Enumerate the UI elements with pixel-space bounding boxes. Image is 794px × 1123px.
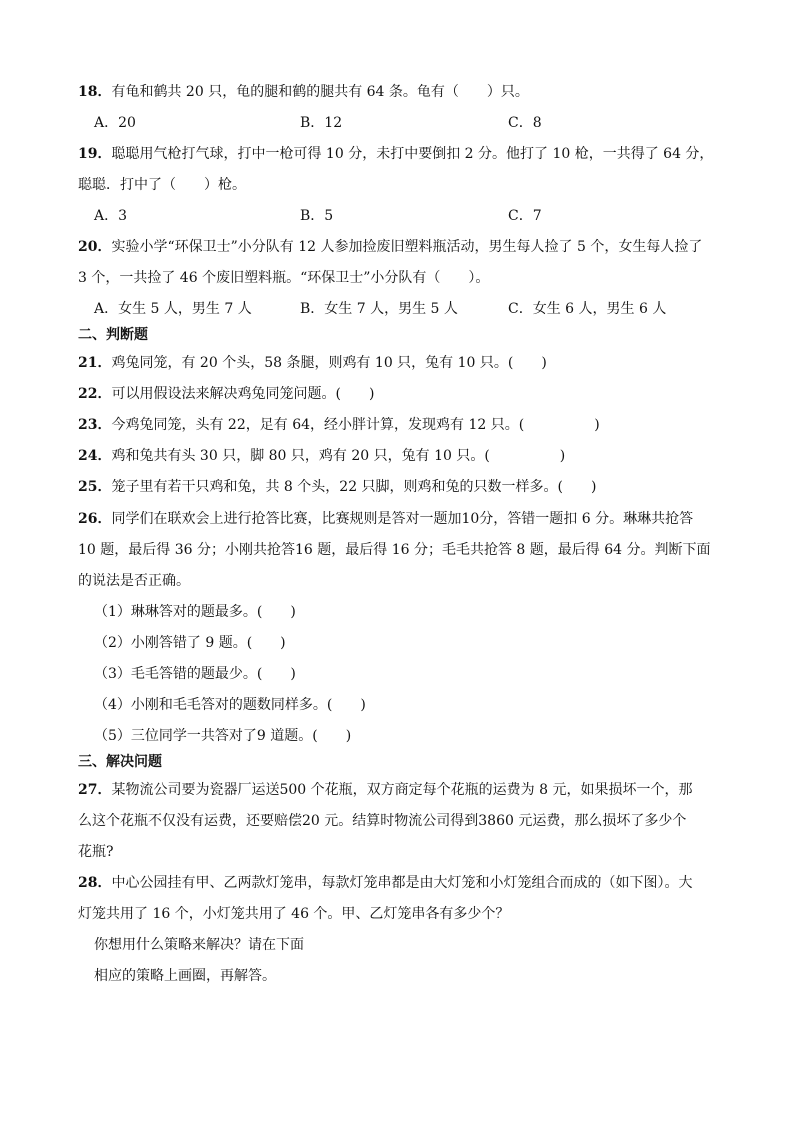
q19-option-c: C．7	[508, 208, 542, 224]
question-24	[78, 446, 728, 466]
question-19-cont: 聪聪．打中了（ ）枪。	[78, 177, 246, 193]
question-28-strategy-prompt: 你想用什么策略来解决？请在下面	[94, 937, 304, 953]
question-number: 18．	[78, 84, 112, 100]
question-27	[78, 780, 728, 800]
sub-question-2: （2）小刚答错了 9 题。( )	[94, 635, 286, 651]
question-22	[78, 384, 728, 404]
question-26	[78, 509, 728, 529]
sub-question-1: （1）琳琳答对的题最多。( )	[94, 604, 296, 620]
question-23	[78, 415, 728, 435]
question-27-cont: 么这个花瓶不仅没有运费，还要赔偿20 元。结算时物流公司得到3860 元运费，那么损坏了多少个	[78, 813, 687, 829]
question-text: 聪聪用气枪打气球，打中一枪可得 10 分，未打中要倒扣 2 分。他打了 10 枪，一共得了 64 分，	[111, 146, 714, 162]
question-number: 25．	[78, 479, 112, 495]
question-19	[78, 144, 728, 164]
question-text: 可以用假设法来解决鸡兔同笼问题。( )	[111, 386, 375, 402]
q18-option-a: A．20	[94, 115, 136, 131]
question-28-cont: 灯笼共用了 16 个，小灯笼共用了 46 个。甲、乙灯笼串各有多少个？	[78, 906, 510, 922]
sub-question-5: （5）三位同学一共答对了9 道题。( )	[94, 728, 352, 744]
question-number: 24．	[78, 448, 112, 464]
question-28	[78, 873, 728, 893]
question-21	[78, 353, 728, 373]
q20-option-b: B．女生 7 人，男生 5 人	[300, 301, 458, 317]
question-number: 23．	[78, 417, 112, 433]
question-text: 有龟和鹤共 20 只，龟的腿和鹤的腿共有 64 条。龟有（ ）只。	[111, 84, 529, 100]
q20-option-c: C．女生 6 人，男生 6 人	[508, 301, 667, 317]
section-title-judgement: 二、判断题	[78, 327, 148, 343]
question-text: 某物流公司要为瓷器厂运送500 个花瓶，双方商定每个花瓶的运费为 8 元，如果损坏一个，那	[111, 782, 693, 798]
question-number: 20．	[78, 239, 112, 255]
question-text: 中心公园挂有甲、乙两款灯笼串，每款灯笼串都是由大灯笼和小灯笼组合而成的（如下图）。大	[111, 875, 693, 891]
question-text: 实验小学“环保卫士”小分队有 12 人参加捡废旧塑料瓶活动，男生每人捡了 5 个，女生每人捡了	[111, 239, 703, 255]
q19-option-b: B．5	[300, 208, 334, 224]
question-text: 笼子里有若干只鸡和兔，共 8 个头，22 只脚，则鸡和兔的只数一样多。( )	[111, 479, 597, 495]
question-20-cont: 3 个，一共捡了 46 个废旧塑料瓶。“环保卫士”小分队有（ ）。	[78, 270, 490, 286]
question-text: 鸡兔同笼，有 20 个头，58 条腿，则鸡有 10 只，兔有 10 只。( )	[111, 355, 547, 371]
q19-option-a: A．3	[94, 208, 128, 224]
question-28-strategy-prompt-cont: 相应的策略上画圈，再解答。	[94, 968, 276, 984]
q18-option-b: B．12	[300, 115, 343, 131]
q20-option-a: A．女生 5 人，男生 7 人	[94, 301, 252, 317]
question-text: 今鸡兔同笼，头有 22，足有 64，经小胖计算，发现鸡有 12 只。( )	[111, 417, 600, 433]
q18-option-c: C．8	[508, 115, 542, 131]
question-number: 22．	[78, 386, 112, 402]
question-20	[78, 237, 728, 257]
question-number: 27．	[78, 782, 112, 798]
sub-question-3: （3）毛毛答错的题最少。( )	[94, 666, 296, 682]
question-text: 鸡和兔共有头 30 只，脚 80 只，鸡有 20 只，兔有 10 只。( )	[111, 448, 566, 464]
question-26-cont: 10 题，最后得 36 分；小刚共抢答16 题，最后得 16 分；毛毛共抢答 8 题，最后得 64 分。判断下面	[78, 542, 711, 558]
question-27-cont: 花瓶?	[78, 844, 114, 860]
question-number: 21．	[78, 355, 112, 371]
question-18	[78, 82, 728, 102]
sub-question-4: （4）小刚和毛毛答对的题数同样多。( )	[94, 697, 366, 713]
question-number: 19．	[78, 146, 112, 162]
question-text: 同学们在联欢会上进行抢答比赛，比赛规则是答对一题加10分，答错一题扣 6 分。琳琳共抢答	[111, 511, 694, 527]
question-25	[78, 477, 728, 497]
question-number: 26．	[78, 511, 112, 527]
question-number: 28．	[78, 875, 112, 891]
section-title-problem-solving: 三、解决问题	[78, 754, 162, 770]
question-26-cont: 的说法是否正确。	[78, 573, 190, 589]
